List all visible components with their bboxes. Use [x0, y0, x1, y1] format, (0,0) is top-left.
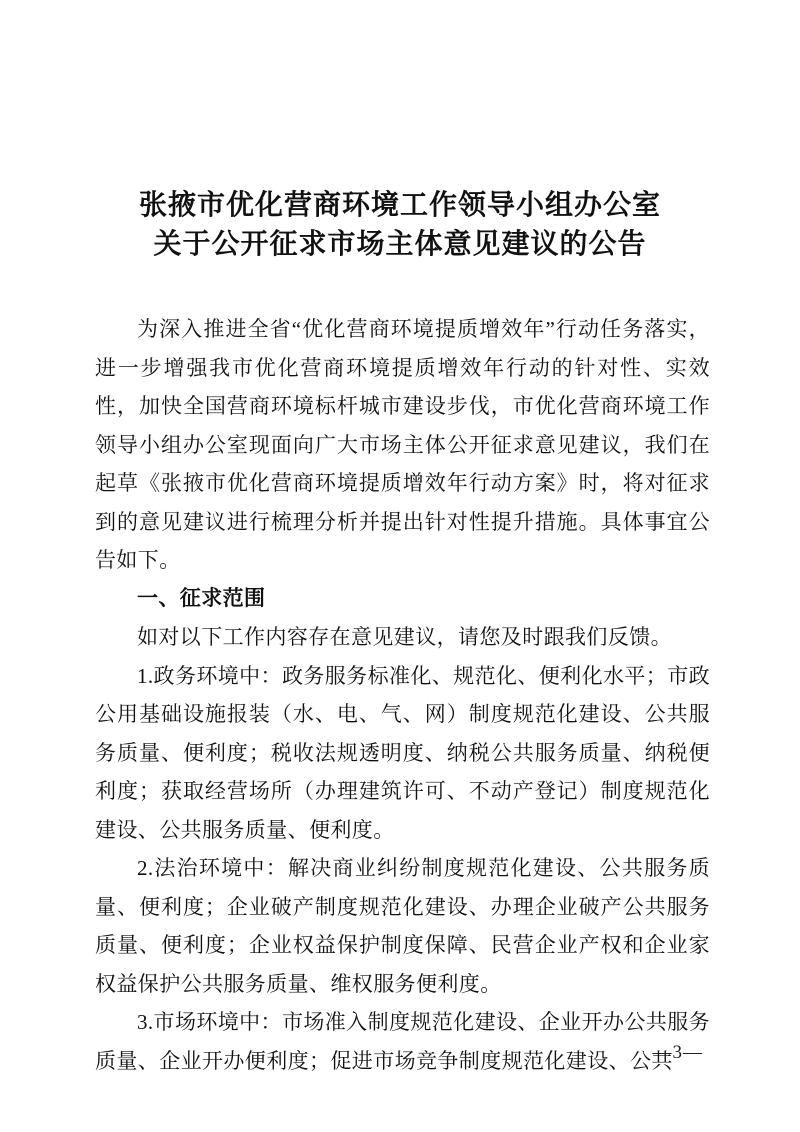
item-paragraph-market-environment: 3.市场环境中：市场准入制度规范化建设、企业开办公共服务质量、企业开办便利度；促进市场竞争制度规范化建设、公共	[95, 1010, 710, 1073]
document-title	[0, 186, 800, 264]
document-body	[95, 310, 710, 1080]
page-number: —3—	[652, 1042, 703, 1063]
intro-paragraph: 为深入推进全省“优化营商环境提质增效年”行动任务落实，进一步增强我市优化营商环境提质增效年行动的针对性、实效性，加快全国营商环境标杆城市建设步伐，市优化营商环境工作领导小组办公室现面向广大市场主体公开征求意见建议，我们在起草《张掖市优化营商环境提质增效年行动方案》时，将对征求到的意见建议进行梳理分析并提出针对性提升措施。具体事宜公告如下。	[95, 317, 710, 572]
section-lead-paragraph: 如对以下工作内容存在意见建议，请您及时跟我们反馈。	[137, 625, 672, 649]
item-paragraph-legal-environment: 2.法治环境中：解决商业纠纷制度规范化建设、公共服务质量、便利度；企业破产制度规范化建设、办理企业破产公共服务质量、便利度；企业权益保护制度保障、民营企业产权和企业家权益保护公共服务质量、维权服务便利度。	[95, 856, 710, 996]
item-paragraph-government-environment: 1.政务环境中：政务服务标准化、规范化、便利化水平；市政公用基础设施报装（水、电、气、网）制度规范化建设、公共服务质量、便利度；税收法规透明度、纳税公共服务质量、纳税便利度；获取经营场所（办理建筑许可、不动产登记）制度规范化建设、公共服务质量、便利度。	[95, 663, 710, 842]
section-heading-scope: 一、征求范围	[137, 586, 266, 610]
document-title-line-2: 关于公开征求市场主体意见建议的公告	[153, 229, 647, 260]
document-title-line-1: 张掖市优化营商环境工作领导小组办公室	[138, 190, 661, 221]
